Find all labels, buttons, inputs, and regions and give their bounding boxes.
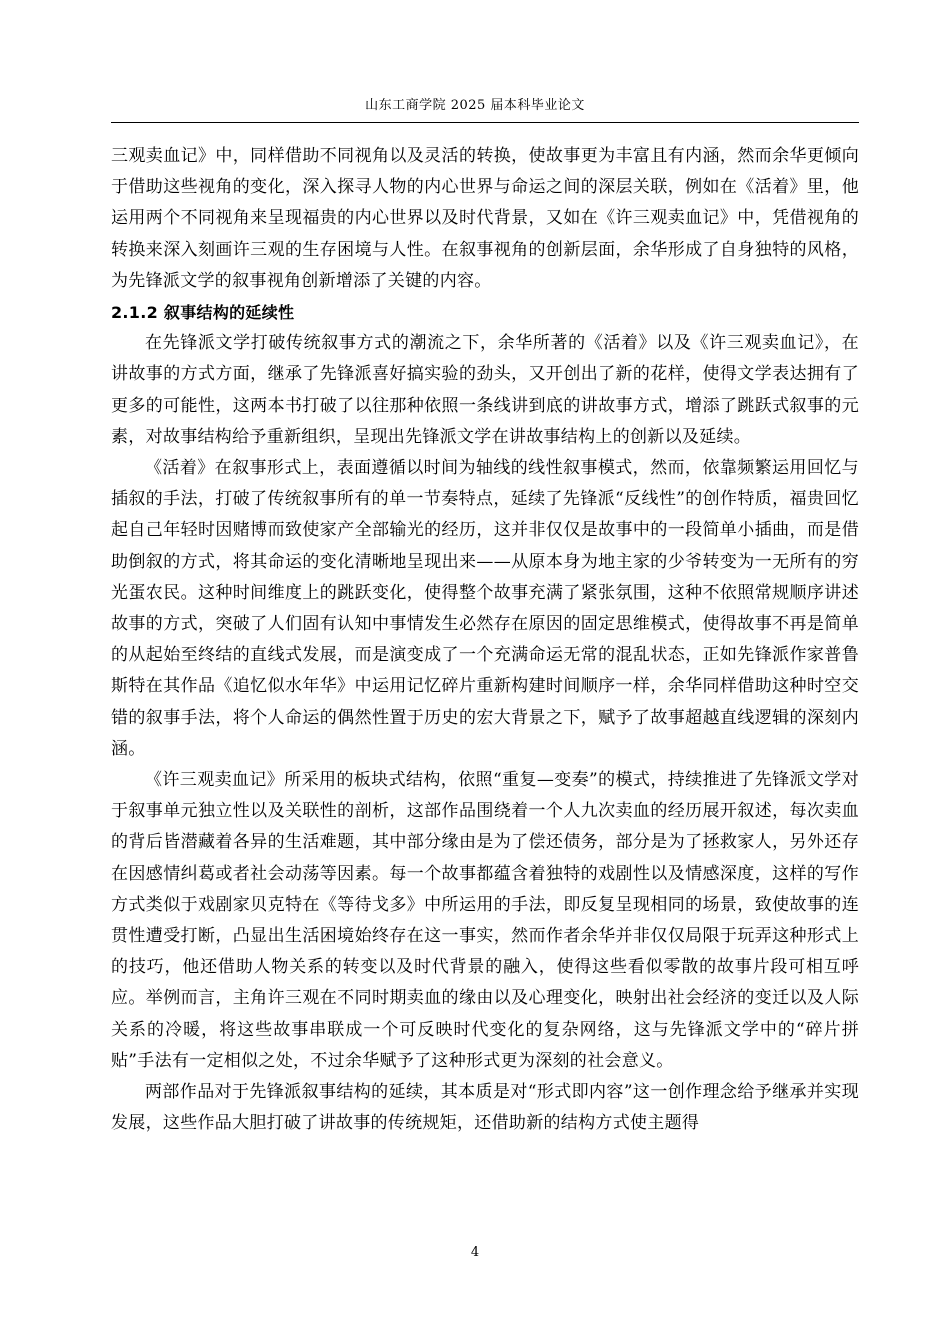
page-header-title: 山东工商学院 2025 届本科毕业论文 bbox=[365, 98, 585, 113]
paragraph: 《许三观卖血记》所采用的板块式结构，依照“重复—变奏”的模式，持续推进了先锋派文学对于叙事单元独立性以及关联性的剖析，这部作品围绕着一个人九次卖血的经历展开叙述，每次卖血的背后皆潜藏着各异的生活难题，其中部分缘由是为了偿还债务，部分是为了拯救家人，另外还存在因感情纠葛或者社会动荡等因素。每一个故事都蕴含着独特的戏剧性以及情感深度，这样的写作方式类似于戏剧家贝克特在《等待戈多》中所运用的手法，即反复呈现相同的场景，致使故事的连贯性遭受打断，凸显出生活困境始终存在这一事实，然而作者余华并非仅仅局限于玩弄这种形式上的技巧，他还借助人物关系的转变以及时代背景的融入，使得这些看似零散的故事片段可相互呼应。举例而言，主角许三观在不同时期卖血的缘由以及心理变化，映射出社会经济的变迁以及人际关系的冷暖，将这些故事串联成一个可反映时代变化的复杂网络，这与先锋派文学中的“碎片拼贴”手法有一定相似之处，不过余华赋予了这种形式更为深刻的社会意义。 bbox=[111, 770, 859, 1071]
paragraph: 在先锋派文学打破传统叙事方式的潮流之下，余华所著的《活着》以及《许三观卖血记》，在讲故事的方式方面，继承了先锋派喜好搞实验的劲头，又开创出了新的花样，使得文学表达拥有了更多的可能性，这两本书打破了以往那种依照一条线讲到底的讲故事方式，增添了跳跃式叙事的元素，对故事结构给予重新组织，呈现出先锋派文学在讲故事结构上的创新以及延续。 bbox=[111, 333, 859, 447]
page-number: 4 bbox=[470, 1245, 480, 1260]
paragraph: 两部作品对于先锋派叙事结构的延续，其本质是对“形式即内容”这一创作理念给予继承并实现发展，这些作品大胆打破了讲故事的传统规矩，还借助新的结构方式使主题得 bbox=[111, 1082, 859, 1134]
section-heading: 2.1.2 叙事结构的延续性 bbox=[111, 303, 295, 323]
header-divider bbox=[111, 122, 859, 123]
paragraph-continued: 三观卖血记》中，同样借助不同视角以及灵活的转换，使故事更为丰富且有内涵，然而余华更倾向于借助这些视角的变化，深入探寻人物的内心世界与命运之间的深层关联，例如在《活着》里，他运用两个不同视角来呈现福贵的内心世界以及时代背景，又如在《许三观卖血记》中，凭借视角的转换来深入刻画许三观的生存困境与人性。在叙事视角的创新层面，余华形成了自身独特的风格，为先锋派文学的叙事视角创新增添了关键的内容。 bbox=[111, 146, 859, 291]
main-body-text bbox=[111, 141, 859, 1140]
paragraph: 《活着》在叙事形式上，表面遵循以时间为轴线的线性叙事模式，然而，依靠频繁运用回忆与插叙的手法，打破了传统叙事所有的单一节奏特点，延续了先锋派“反线性”的创作特质，福贵回忆起自己年轻时因赌博而致使家产全部输光的经历，这并非仅仅是故事中的一段简单小插曲，而是借助倒叙的方式，将其命运的变化清晰地呈现出来——从原本身为地主家的少爷转变为一无所有的穷光蛋农民。这种时间维度上的跳跃变化，使得整个故事充满了紧张氛围，这种不依照常规顺序讲述故事的方式，突破了人们固有认知中事情发生必然存在原因的固定思维模式，使得故事不再是简单的从起始至终结的直线式发展，而是演变成了一个充满命运无常的混乱状态，正如先锋派作家普鲁斯特在其作品《追忆似水年华》中运用记忆碎片重新构建时间顺序一样，余华同样借助这种时空交错的叙事手法，将个人命运的偶然性置于历史的宏大背景之下，赋予了故事超越直线逻辑的深刻内涵。 bbox=[111, 458, 859, 759]
